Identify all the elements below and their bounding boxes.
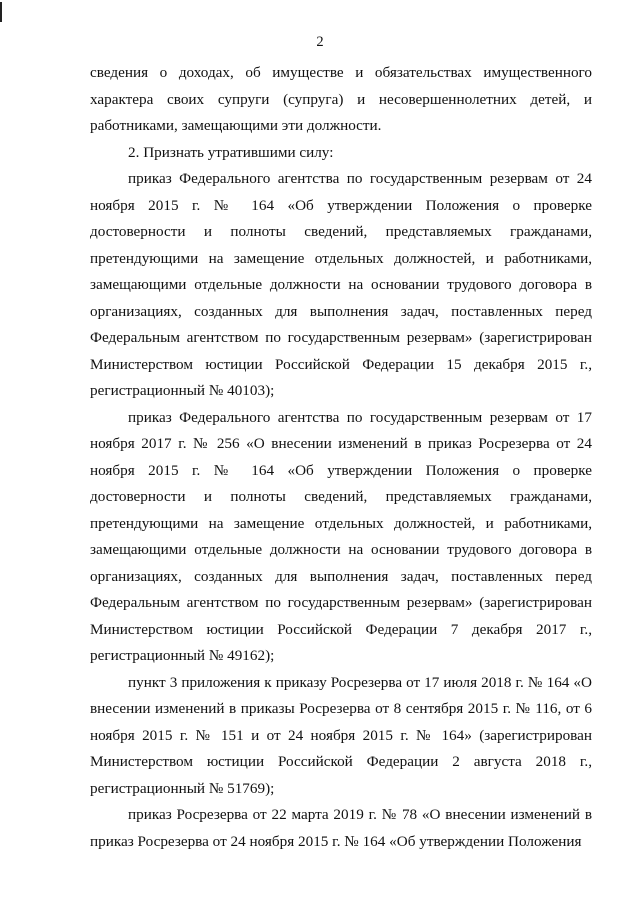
document-body bbox=[90, 60, 592, 855]
paragraph-order-2018: пункт 3 приложения к приказу Росрезерва от 17 июля 2018 г. № 164 «О внесении изменений в приказы Росрезерва от 8 сентября 2015 г. № 116, от 6 ноября 2015 г. № 151 и от 24 ноября 2015 г. № 164» (зарегистрирован Министерством юстиции Российской Федерации 2 августа 2018 г., регистрационный № 51769); bbox=[90, 673, 592, 797]
page-number: 2 bbox=[316, 34, 324, 50]
paragraph-order-2017: приказ Федерального агентства по государственным резервам от 17 ноября 2017 г. № 256 «О внесении изменений в приказ Росрезерва от 24 ноября 2015 г. № 164 «Об утверждении Положения о проверке достоверности и полноты сведений, представляемых гражданами, претендующими на замещение отдельных должностей, и работниками, замещающими отдельные должности на основании трудового договора в организациях, созданных для выполнения задач, поставленных перед Федеральным агентством по государственным резервам» (зарегистрирован Министерством юстиции Российской Федерации 7 декабря 2017 г., регистрационный № 49162); bbox=[90, 408, 592, 664]
paragraph-section-2-heading: 2. Признать утратившими силу: bbox=[128, 143, 334, 161]
scan-edge-mark bbox=[0, 2, 2, 22]
paragraph-order-2019: приказ Росрезерва от 22 марта 2019 г. № 78 «О внесении изменений в приказ Росрезерва от 24 ноября 2015 г. № 164 «Об утверждении Положения bbox=[90, 806, 592, 850]
paragraph-continuation: сведения о доходах, об имуществе и обязательствах имущественного характера своих супруги (супруга) и несовершеннолетних детей, и работниками, замещающими эти должности. bbox=[90, 64, 592, 134]
paragraph-order-2015: приказ Федерального агентства по государственным резервам от 24 ноября 2015 г. № 164 «Об утверждении Положения о проверке достоверности и полноты сведений, представляемых гражданами, претендующими на замещение отдельных должностей, и работниками, замещающими отдельные должности на основании трудового договора в организациях, созданных для выполнения задач, поставленных перед Федеральным агентством по государственным резервам» (зарегистрирован Министерством юстиции Российской Федерации 15 декабря 2015 г., регистрационный № 40103); bbox=[90, 170, 592, 399]
